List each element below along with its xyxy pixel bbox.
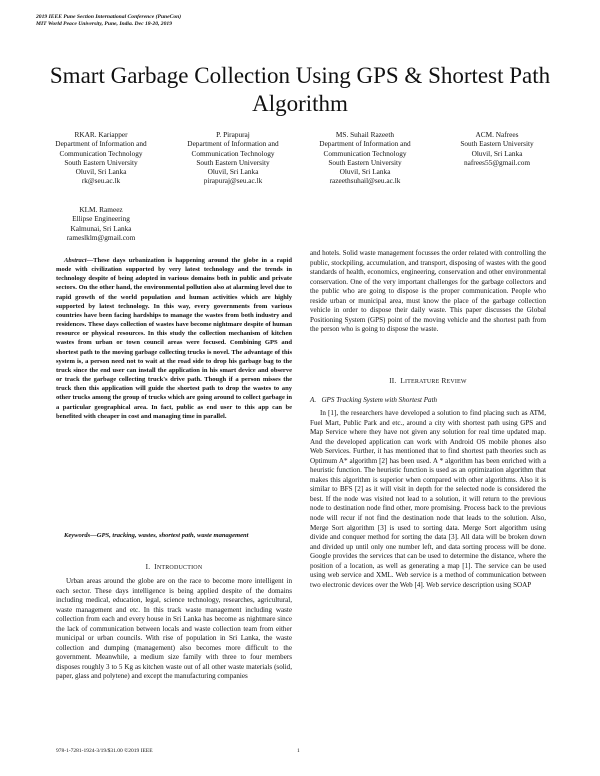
paper-title: Smart Garbage Collection Using GPS & Shortest Path Algorithm bbox=[49, 63, 551, 116]
literature-review-paragraph: In [1], the researchers have developed a solution to find placing such as ATM, Fuel Mart, Public Park and etc., around a city with shortest path using GPS and Map Service where they have not given any solution for real time updated map. And the developed application can work with Android OS mobile phones also Web Services. Further, it has mentioned that to find shortest path theories such as Optimum A* algorithm [2] has been used. A * algorithm has been enriched with a heuristic function. The heuristic function is used as an optimization algorithm that makes this algorithm is superior when compared with other algorithms. Also it is similar to BFS [2] as it will visit in depth for the selected node is considered the best. If the node was visited not lead to a solution, it will return to the previous node to destination node find other, more promising. Process back to the previous node will recur if not find the destination node that leads to the solution. Also, Merge Sort algorithm [3] is used to sorting data. Merge Sort algorithm using divide and conquer method for sorting the data [3]. All data will be broken down and divided up until only one number left, and data sorting process will be done. Google provides the services that can be used to determine the distance, where the position of a location, as well as generating a map [1]. The service can be used using web service and XML. Web service is a method of communication between two electronic devices over the Web [4]. Web service description using SOAP bbox=[310, 409, 546, 589]
author-block bbox=[170, 130, 296, 186]
conference-line-2: MIT World Peace University, Pune, India. Dec 18-20, 2019 bbox=[36, 21, 172, 28]
subsection-title: GPS Tracking System with Shortest Path bbox=[321, 396, 438, 404]
author-email: razeethsuhail@seu.ac.lk bbox=[329, 176, 401, 186]
abstract-text: These days urbanization is happening around the globe in a rapid mode with civilization supported by very latest technology and the trends in technology despite of being adopted in various domains both in public and private sectors. On the other hand, the environmental pollution also at alarming level due to rapid growth of the world population and human activities which are highly supported by latest technology. In this way, every governments from various countries have been facing hardships to manage the wastes from both industry and residences. These days collection of wastes have become nightmare despite of human resource or physical resources. In this study the collection mechanism of kitchen wastes from urban or town council areas were focused. Combining GPS and shortest path to the moving garbage collecting trucks is novel. The advantage of this system is, a person need not to wait at the road side to drop his garbage bag to the truck since the end user can install the application in his smart device and observe or track the garbage collecting truck's drive path. Though if a person misses the truck then this application will guide the shortest path to drop the wastes to any other trucks among the group of trucks which are going around to collect garbage in a particular geographical area. In fact, public as end user to this app can be benefited with cheaper in cost and managing time in parallel. bbox=[56, 257, 292, 420]
author-affiliation: Ellipse Engineering bbox=[72, 214, 130, 224]
section-title-first: L bbox=[400, 377, 405, 385]
author-affiliation: Department of Information and bbox=[187, 139, 279, 149]
author-affiliation: South Eastern University bbox=[328, 157, 402, 167]
author-affiliation: Oluvil, Sri Lanka bbox=[75, 167, 127, 177]
section-title-first-2: R bbox=[441, 377, 447, 385]
keywords-label: Keywords bbox=[64, 532, 91, 539]
author-block bbox=[434, 130, 560, 167]
section-numeral: II. bbox=[389, 377, 397, 385]
author-affiliation: Communication Technology bbox=[323, 148, 407, 158]
author-email: rameslklm@gmail.com bbox=[66, 232, 136, 242]
author-name: ACM. Nafrees bbox=[475, 130, 519, 139]
author-email: pirapuraj@seu.ac.lk bbox=[203, 176, 263, 186]
author-email: nafrees55@gmail.com bbox=[463, 157, 531, 167]
author-affiliation: Department of Information and bbox=[55, 139, 147, 149]
author-affiliation: Communication Technology bbox=[191, 148, 275, 158]
section-title-rest: NTRODUCTION bbox=[156, 565, 203, 571]
author-name: P. Pirapuraj bbox=[216, 130, 250, 139]
conference-header bbox=[36, 14, 181, 29]
author-affiliation: South Eastern University bbox=[196, 157, 270, 167]
author-affiliation: Communication Technology bbox=[59, 148, 143, 158]
keywords: Keywords—GPS, tracking, wastes, shortest path, waste management bbox=[64, 532, 249, 539]
section-title-first: I bbox=[154, 563, 157, 571]
author-email: rk@seu.ac.lk bbox=[81, 176, 121, 186]
author-affiliation: Kalmunai, Sri Lanka bbox=[70, 223, 132, 233]
author-name: KLM. Rameez bbox=[79, 205, 123, 214]
author-name: MS. Suhail Razeeth bbox=[335, 130, 395, 139]
author-block bbox=[302, 130, 428, 186]
footer-isbn: 978-1-7281-1924-3/19/$31.00 ©2019 IEEE bbox=[56, 748, 153, 754]
abstract-label: Abstract bbox=[64, 257, 87, 264]
subsection-label: A. bbox=[310, 396, 317, 404]
author-affiliation: Oluvil, Sri Lanka bbox=[207, 167, 259, 177]
subsection-heading bbox=[310, 396, 546, 405]
section-heading-introduction bbox=[56, 563, 292, 573]
author-affiliation: South Eastern University bbox=[64, 157, 138, 167]
section-heading-literature-review bbox=[310, 377, 546, 387]
author-block bbox=[38, 205, 164, 242]
author-affiliation: Oluvil, Sri Lanka bbox=[471, 148, 523, 158]
author-affiliation: Oluvil, Sri Lanka bbox=[339, 167, 391, 177]
page-number: 1 bbox=[297, 748, 300, 754]
section-title-rest-2: EVIEW bbox=[446, 379, 467, 385]
conference-line-1: 2019 IEEE Pune Section International Conference (PuneCon) bbox=[36, 14, 182, 20]
author-name: RKAR. Kariapper bbox=[74, 130, 128, 139]
abstract: Abstract—These days urbanization is happening around the globe in a rapid mode with civilization supported by very latest technology and the trends in technology despite of being adopted in various domains both in public and private sectors. On the other hand, the environmental pollution also at alarming level due to rapid growth of the world population and human activities which are highly supported by latest technology. In this way, every governments from various countries have been facing hardships to manage the wastes from both industry and residences. These days collection of wastes have become nightmare despite of human resource or physical resources. In this study the collection mechanism of kitchen wastes from urban or town council areas were focused. Combining GPS and shortest path to the moving garbage collecting trucks is novel. The advantage of this system is, a person need not to wait at the road side to drop his garbage bag to the truck since the end user can install the application in his smart device and observe or track the garbage collecting truck's drive path. Though if a person misses the truck then this application will guide the shortest path to drop the wastes to any other trucks among the group of trucks which are going around to collect garbage in a particular geographical area. In fact, public as end user to this app can be benefited with cheaper in cost and managing time in parallel. bbox=[56, 257, 292, 420]
section-title-rest: ITERATURE bbox=[404, 379, 440, 385]
author-affiliation: South Eastern University bbox=[460, 139, 534, 149]
introduction-paragraph: Urban areas around the globe are on the race to become more intelligent in each sector. These days intelligence is being applied despite of the domains including medical, education, legal, science technology, researches, agricultural, waste management and etc. In this track waste management including waste collection from each and every house in Sri Lanka has become as nightmare since the lack of communication between locals and waste collection team from either municipal or urban councils. With rise of population in Sri Lanka, the waste collection and dumping (management) also becomes more difficult to the government. Meanwhile, a medium size family with three to four members disposes roughly 3 to 5 Kg as kitchen waste out of all other waste materials (solid, paper, glass and polytene) and except the manufacturing companies bbox=[56, 577, 292, 681]
section-numeral: I. bbox=[145, 563, 151, 571]
introduction-continued-paragraph: and hotels. Solid waste management focusses the order related with controlling the public, stockpiling, accumulation, and transport, disposing of wastes with the good standards of health, economics, engineering, conservation and other environmental conservation. One of the very important challenges for the garbage collectors and the public who are going to dispose is the proper communication. People who reside urban or municipal area, must know the place of the garbage collection vehicle in order to dispose their daily waste. This paper discusses the Global Positioning System (GPS) point of the moving vehicle and the shortest path from the person who is going to dispose the waste. bbox=[310, 249, 546, 334]
author-block bbox=[38, 130, 164, 186]
keywords-text: GPS, tracking, wastes, shortest path, waste management bbox=[96, 532, 249, 539]
author-affiliation: Department of Information and bbox=[319, 139, 411, 149]
